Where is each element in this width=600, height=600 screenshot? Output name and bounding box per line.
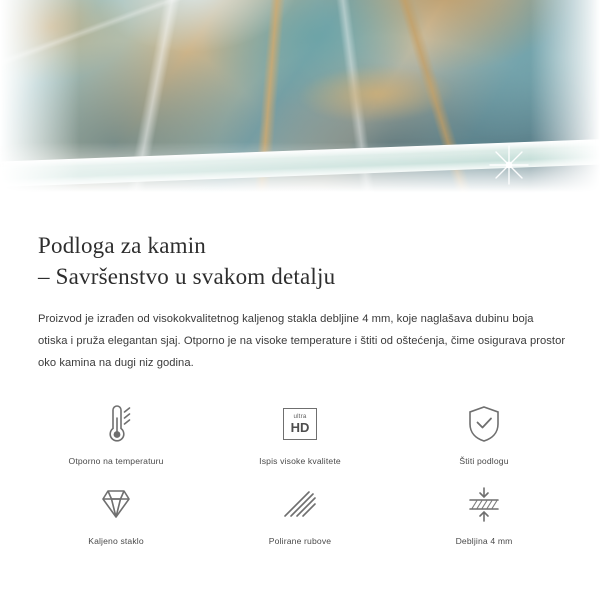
feature-label: Štiti podlogu [459, 456, 509, 466]
feature-item [24, 480, 208, 546]
feature-grid [0, 400, 600, 546]
feature-label: Kaljeno staklo [88, 536, 144, 546]
feature-label: Polirane rubove [268, 536, 332, 546]
feature-item [208, 400, 392, 466]
thickness-4mm-icon [457, 480, 511, 528]
headline-line-1: Podloga za kamin [38, 233, 206, 258]
diamond-icon [89, 480, 143, 528]
feature-item [392, 480, 576, 546]
content-block [0, 212, 600, 546]
feature-label: Ispis visoke kvalitete [259, 456, 341, 466]
feature-item [392, 400, 576, 466]
page-title [38, 230, 558, 292]
polished-edges-icon [273, 480, 327, 528]
shield-check-icon [457, 400, 511, 448]
hero-image [0, 0, 600, 212]
thermometer-icon [89, 400, 143, 448]
badge-top-text: ultra [293, 412, 307, 420]
feature-item [24, 400, 208, 466]
ultra-hd-badge-icon [273, 400, 327, 448]
description-paragraph: Proizvod je izrađen od visokokvalitetnog kaljenog stakla debljine 4 mm, koje naglašava dubinu boja otiska i pruža elegantan sjaj. Otporno je na visoke temperature i štiti od oštećenja, čime osigurava prostor oko kamina na dugi niz godina. [38, 313, 566, 369]
headline-line-2: – Savršenstvo u svakom detalju [38, 264, 336, 289]
feature-label: Otporno na temperaturu [68, 456, 164, 466]
badge-bottom-text: HD [290, 420, 310, 436]
hero-fade-bottom [0, 142, 600, 212]
feature-item [208, 480, 392, 546]
feature-label: Debljina 4 mm [455, 536, 513, 546]
